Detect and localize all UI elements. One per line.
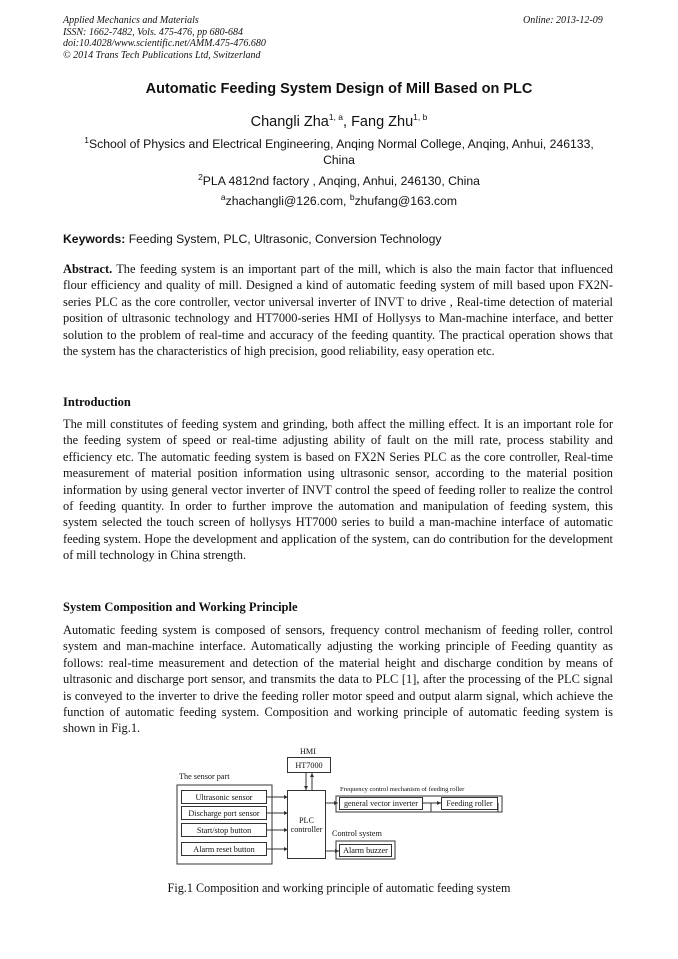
frequency-control-label: Frequency control mechanism of feeding roller — [340, 786, 465, 793]
introduction-paragraph: The mill constitutes of feeding system and grinding, both affect the milling effect. It is an important role for the feeding system of speed or real-time adjusting ability of fault on the mill rate, process stability and efficiency etc. The automatic feeding system is based on FX2N Series PLC as the core controller, Real-time measurement of material position information using ultrasonic sensor, according to the material position information by using general vector inverter of INVT control the speed of feeding roller to realize the control of feeding quantity. In order to further improve the automation and manipulation of feeding system, this system selected the touch screen of hollysys HT7000 series to build a man-machine interface of automatic feeding system. Hope the development and application of the system, can do contribution for the development of mill technology in China strength. — [63, 417, 613, 563]
sensor-part-label: The sensor part — [179, 772, 230, 781]
start-stop-box: Start/stop button — [181, 823, 267, 837]
issn-line: ISSN: 1662-7482, Vols. 475-476, pp 680-684 — [63, 26, 243, 38]
paper-title: Automatic Feeding System Design of Mill Based on PLC — [145, 81, 533, 97]
system-heading: System Composition and Working Principle — [63, 600, 298, 614]
affiliation-1-line1: School of Physics and Electrical Engineering, Anqing Normal College, Anqing, Anhui, 246133, — [88, 137, 594, 151]
abstract-label: Abstract. — [63, 262, 113, 276]
control-system-label: Control system — [332, 829, 382, 838]
arrow-hmi-up — [310, 773, 314, 777]
affiliation-1 — [70, 134, 608, 168]
abstract-paragraph — [63, 261, 613, 359]
journal-header — [63, 15, 266, 61]
inverter-box: general vector inverter — [339, 797, 423, 810]
alarm-buzzer-box: Alarm buzzer — [339, 844, 392, 857]
affiliation-1-line2: China — [323, 152, 355, 167]
email-a: zhachangli@126.com, — [225, 194, 350, 208]
alarm-reset-box: Alarm reset button — [181, 842, 267, 856]
author-1-sup: 1, a — [328, 112, 344, 123]
online-date: Online: 2013-12-09 — [523, 15, 603, 26]
author-separator: , — [343, 114, 352, 130]
copyright-line: © 2014 Trans Tech Publications Ltd, Switzerland — [63, 49, 261, 61]
affiliation-2 — [70, 171, 608, 190]
author-1: Changli Zha — [250, 114, 329, 130]
hmi-box: HT7000 — [287, 757, 331, 773]
keywords-text: Feeding System, PLC, Ultrasonic, Conversion Technology — [125, 232, 442, 246]
journal-name: Applied Mechanics and Materials — [63, 15, 199, 26]
abstract-text: The feeding system is an important part of the mill, which is also the main factor that influenced flour efficiency and quality of mill. Designed a kind of automatic feeding system of mill based upon FX2N-series PLC as the core controller, vector universal inverter of INVT to drive , Real-time detection of material position of ultrasonic technology and HT7000-series HMI of Hollysys to Man-machine interface, and better solution to the problem of real-time and accuracy of the feeding quantity. The practical operation shows that the system has the characteristics of high precision, good reliability, easy operation etc. — [63, 262, 613, 359]
plc-controller-box — [287, 790, 326, 859]
figure-1-caption: Fig.1 Composition and working principle of automatic feeding system — [167, 881, 511, 895]
emails — [70, 191, 608, 210]
hmi-label: HMI — [300, 747, 316, 756]
arrow-plc-inverter — [334, 801, 338, 805]
author-line — [0, 114, 678, 130]
feeding-roller-box: Feeding roller — [441, 797, 498, 810]
plc-line2: controller — [290, 824, 323, 834]
discharge-sensor-box: Discharge port sensor — [181, 806, 267, 820]
keywords-label: Keywords: — [63, 232, 126, 246]
keywords — [63, 232, 441, 246]
affiliation-2-text: PLA 4812nd factory , Anqing, Anhui, 246130, China — [202, 174, 480, 188]
system-paragraph: Automatic feeding system is composed of sensors, frequency control mechanism of feeding roller, control system and man-machine interface. Automatically adjusting the working principle of Feeding quantity as follows: real-time measurement and detection of the material height and discharge condition by means of ultrasonic and discharge port sensor, and transmits the data to PLC [1], after the processing of the PLC signal is conveyed to the inverter to drive the feeding roller motor speed and output alarm signal, which achieve the function of automatic feeding system. Composition and working principle of automatic feeding system is shown in Fig.1. — [63, 623, 613, 736]
affiliation-2-sup: 2 — [198, 171, 203, 182]
ultrasonic-sensor-box: Ultrasonic sensor — [181, 790, 267, 804]
email-b: zhufang@163.com — [354, 194, 458, 208]
email-a-sup: a — [220, 191, 226, 202]
affiliation-1-sup: 1 — [84, 134, 89, 145]
doi-line: doi:10.4028/www.scientific.net/AMM.475-476.680 — [63, 38, 266, 49]
plc-line1: PLC — [298, 815, 315, 825]
introduction-heading: Introduction — [63, 395, 131, 409]
email-b-sup: b — [349, 191, 355, 202]
author-2-sup: 1, b — [413, 112, 428, 123]
author-2: Fang Zhu — [351, 114, 414, 130]
